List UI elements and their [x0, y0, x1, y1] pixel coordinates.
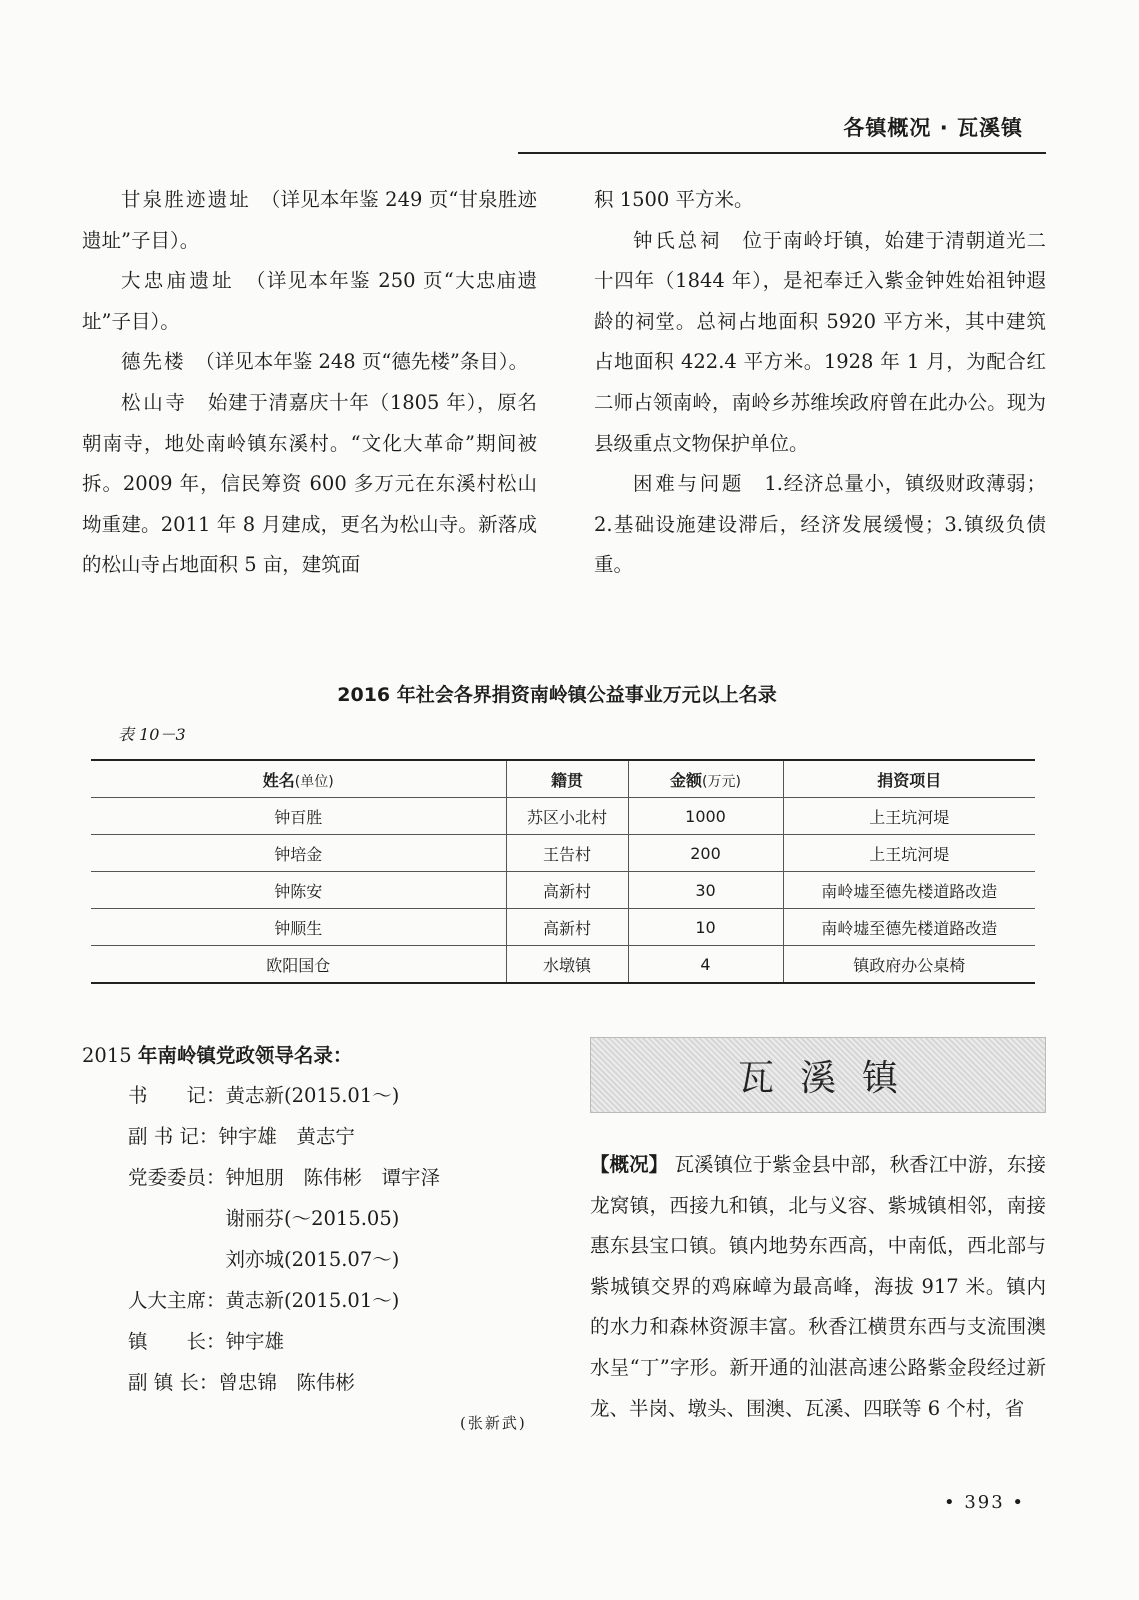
table-row — [91, 946, 1035, 984]
cell-amount: 1000 — [628, 798, 783, 835]
overview-paragraph — [590, 1145, 1046, 1429]
leader-row: 镇 长：钟宇雄 — [128, 1330, 285, 1353]
section-title: 瓦溪镇 — [737, 1057, 924, 1099]
leader-row: 书 记：黄志新(2015.01～) — [128, 1084, 400, 1107]
table-title: 2016 年社会各界捐资南岭镇公益事业万元以上名录 — [337, 684, 777, 706]
cell-project: 南岭墟至德先楼道路改造 — [783, 872, 1035, 909]
entry-text: （详见本年鉴 248 页“德先楼”条目）。 — [205, 350, 529, 374]
header-project: 捐资项目 — [783, 760, 1035, 798]
cell-origin: 水墩镇 — [506, 946, 628, 984]
leader-row: 刘亦城(2015.07～) — [128, 1248, 400, 1271]
entry-text: （详见本年鉴 250 页“大忠庙遗址”子目）。 — [82, 269, 537, 333]
right-column — [594, 180, 1046, 586]
overview-tag: 【概况】 — [590, 1153, 669, 1176]
cell-project: 上王坑河堤 — [783, 835, 1035, 872]
cell-amount: 4 — [628, 946, 783, 984]
cell-name: 钟陈安 — [91, 872, 506, 909]
paragraph-dazhongmiao — [82, 261, 537, 342]
paragraph-songshansi — [82, 383, 537, 586]
header-amount: 金额(万元) — [628, 760, 783, 798]
paragraph-ganquan — [82, 180, 537, 261]
cell-origin: 王告村 — [506, 835, 628, 872]
left-column — [82, 180, 537, 586]
table-row — [91, 909, 1035, 946]
leaders-title: 2015 年南岭镇党政领导名录： — [82, 1044, 353, 1067]
cell-origin: 苏区小北村 — [506, 798, 628, 835]
overview-text: 瓦溪镇位于紫金县中部，秋香江中游，东接龙窝镇，西接九和镇，北与义容、紫城镇相邻，南接惠东县宝口镇。镇内地势东西高，中南低，西北部与紫城镇交界的鸡麻嶂为最高峰，海拔 917 米。镇内的水力和森林资源丰富。秋香江横贯东西与支流围澳水呈“丁”字形。新开通的汕湛高速公路紫金段经过新龙、半岗、墩头、围澳、瓦溪、四联等 6 个村，省 — [590, 1153, 1046, 1420]
table-code: 表 10－3 — [118, 725, 186, 744]
cell-origin: 高新村 — [506, 909, 628, 946]
entry-term: 大忠庙遗址 — [121, 269, 235, 293]
cell-origin: 高新村 — [506, 872, 628, 909]
table-row — [91, 835, 1035, 872]
continuation-text: 积 1500 平方米。 — [594, 188, 754, 211]
header-rule — [518, 152, 1046, 154]
entry-text: 始建于清嘉庆十年（1805 年），原名朝南寺，地处南岭镇东溪村。“文化大革命”期间被拆。2009 年，信民筹资 600 多万元在东溪村松山坳重建。2011 年 8 月建成，更名为松山寺。新落成的松山寺占地面积 5 亩，建筑面 — [82, 390, 537, 577]
overview-text-block — [590, 1145, 1046, 1429]
leader-row: 副 镇 长：曾忠锦 陈伟彬 — [128, 1371, 355, 1394]
paragraph-problems — [594, 464, 1046, 586]
entry-text: （详见本年鉴 249 页“甘泉胜迹遗址”子目）。 — [82, 188, 537, 252]
cell-project: 镇政府办公桌椅 — [783, 946, 1035, 984]
cell-project: 南岭墟至德先楼道路改造 — [783, 909, 1035, 946]
table-header-row — [91, 760, 1035, 798]
leader-row: 谢丽芬(～2015.05) — [128, 1207, 400, 1230]
page-number: • 393 • — [944, 1492, 1026, 1513]
author-credit: (张新武) — [460, 1414, 527, 1432]
cell-name: 钟百胜 — [91, 798, 506, 835]
leader-row: 人大主席：黄志新(2015.01～) — [128, 1289, 400, 1312]
cell-amount: 200 — [628, 835, 783, 872]
entry-term: 甘泉胜迹遗址 — [121, 188, 251, 211]
entry-term: 德先楼 — [121, 350, 186, 374]
cell-amount: 30 — [628, 872, 783, 909]
table-row — [91, 798, 1035, 835]
cell-project: 上王坑河堤 — [783, 798, 1035, 835]
cell-amount: 10 — [628, 909, 783, 946]
section-banner — [590, 1037, 1046, 1113]
cell-name: 钟培金 — [91, 835, 506, 872]
table-row — [91, 872, 1035, 909]
entry-term: 松山寺 — [121, 390, 188, 414]
entry-term: 钟氏总祠 — [633, 228, 723, 252]
entry-term: 困难与问题 — [633, 472, 745, 496]
leader-row: 副 书 记：钟宇雄 黄志宁 — [128, 1125, 355, 1148]
entry-text: 1.经济总量小，镇级财政薄弱；2.基础设施建设滞后，经济发展缓慢；3.镇级负债重。 — [594, 472, 1046, 577]
cell-name: 钟顺生 — [91, 909, 506, 946]
donation-table — [91, 759, 1035, 984]
running-header: 各镇概况 · 瓦溪镇 — [843, 116, 1023, 140]
paragraph-zhongshi — [594, 221, 1046, 465]
header-origin: 籍贯 — [506, 760, 628, 798]
header-name: 姓名(单位) — [91, 760, 506, 798]
cell-name: 欧阳国仓 — [91, 946, 506, 984]
entry-text: 位于南岭圩镇，始建于清朝道光二十四年（1844 年），是祀奉迁入紫金钟姓始祖钟遐龄的祠堂。总祠占地面积 5920 平方米，其中建筑占地面积 422.4 平方米。1928 年 1 月，为配合红二师占领南岭，南岭乡苏维埃政府曾在此办公。现为县级重点文物保护单位。 — [594, 228, 1046, 455]
paragraph-dexianlou — [82, 342, 537, 383]
leader-row: 党委委员：钟旭朋 陈伟彬 谭宇泽 — [128, 1166, 441, 1189]
